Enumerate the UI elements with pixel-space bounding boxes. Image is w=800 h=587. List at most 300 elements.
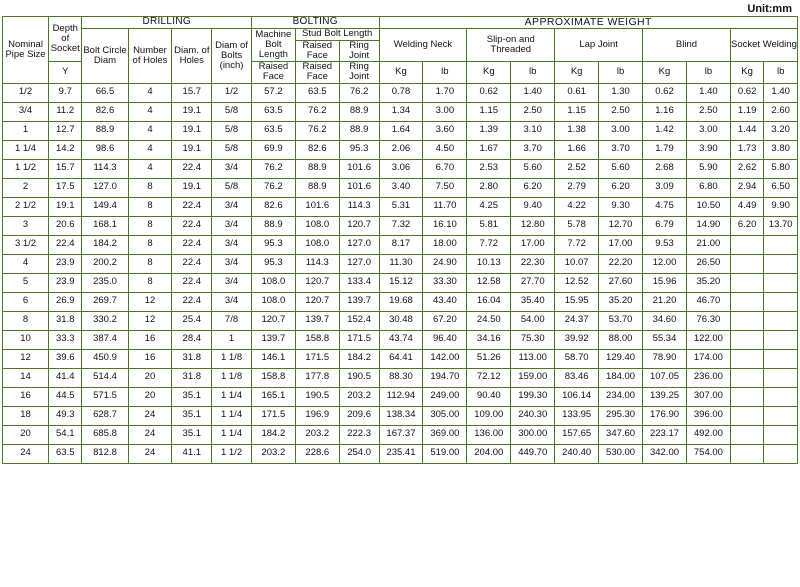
cell-welding-neck-lb: 369.00 xyxy=(423,425,467,444)
cell-welding-neck-kg: 88.30 xyxy=(379,368,423,387)
cell-machine-bolt-length: 108.0 xyxy=(251,292,295,311)
cell-blind-lb: 5.90 xyxy=(686,159,730,178)
cell-welding-neck-kg: 235.41 xyxy=(379,444,423,463)
cell-lap-joint-kg: 10.07 xyxy=(555,254,599,273)
cell-diam-of-holes: 22.4 xyxy=(172,254,212,273)
cell-slip-on-lb: 17.00 xyxy=(511,235,555,254)
unit-lj-lb: lb xyxy=(599,62,643,84)
cell-stud-bolt-ring-joint: 95.3 xyxy=(339,140,379,159)
cell-blind-kg: 6.79 xyxy=(643,216,687,235)
cell-lap-joint-lb: 53.70 xyxy=(599,311,643,330)
cell-stud-bolt-raised-face: 101.6 xyxy=(295,197,339,216)
table-row xyxy=(3,140,798,159)
cell-welding-neck-lb: 43.40 xyxy=(423,292,467,311)
cell-number-of-holes: 4 xyxy=(128,83,172,102)
cell-number-of-holes: 20 xyxy=(128,368,172,387)
cell-lap-joint-lb: 27.60 xyxy=(599,273,643,292)
cell-stud-bolt-ring-joint: 209.6 xyxy=(339,406,379,425)
cell-depth-of-socket: 11.2 xyxy=(49,102,82,121)
cell-slip-on-kg: 10.13 xyxy=(467,254,511,273)
cell-nominal-pipe-size: 12 xyxy=(3,349,49,368)
cell-welding-neck-kg: 112.94 xyxy=(379,387,423,406)
cell-blind-lb: 3.00 xyxy=(686,121,730,140)
cell-machine-bolt-length: 158.8 xyxy=(251,368,295,387)
cell-number-of-holes: 8 xyxy=(128,254,172,273)
cell-welding-neck-kg: 15.12 xyxy=(379,273,423,292)
cell-diam-of-holes: 19.1 xyxy=(172,140,212,159)
cell-number-of-holes: 4 xyxy=(128,159,172,178)
cell-blind-kg: 34.60 xyxy=(643,311,687,330)
cell-diam-of-bolts: 3/4 xyxy=(212,197,252,216)
cell-socket-welding-kg xyxy=(730,368,763,387)
cell-lap-joint-lb: 234.00 xyxy=(599,387,643,406)
cell-lap-joint-kg: 83.46 xyxy=(555,368,599,387)
cell-diam-of-bolts: 5/8 xyxy=(212,178,252,197)
cell-diam-of-holes: 31.8 xyxy=(172,349,212,368)
cell-slip-on-lb: 2.50 xyxy=(511,102,555,121)
cell-slip-on-kg: 4.25 xyxy=(467,197,511,216)
col-nominal-pipe-size: Nominal Pipe Size xyxy=(3,17,49,84)
cell-depth-of-socket: 54.1 xyxy=(49,425,82,444)
cell-socket-welding-kg xyxy=(730,311,763,330)
cell-stud-bolt-raised-face: 158.8 xyxy=(295,330,339,349)
cell-slip-on-kg: 90.40 xyxy=(467,387,511,406)
cell-stud-bolt-ring-joint: 133.4 xyxy=(339,273,379,292)
cell-depth-of-socket: 26.9 xyxy=(49,292,82,311)
cell-lap-joint-lb: 1.30 xyxy=(599,83,643,102)
cell-stud-bolt-raised-face: 196.9 xyxy=(295,406,339,425)
cell-number-of-holes: 16 xyxy=(128,330,172,349)
cell-diam-of-bolts: 1/2 xyxy=(212,83,252,102)
cell-slip-on-lb: 5.60 xyxy=(511,159,555,178)
cell-diam-of-bolts: 5/8 xyxy=(212,102,252,121)
cell-slip-on-kg: 51.26 xyxy=(467,349,511,368)
cell-stud-bolt-ring-joint: 114.3 xyxy=(339,197,379,216)
table-row xyxy=(3,102,798,121)
header-row-subgroups xyxy=(3,29,798,40)
cell-welding-neck-lb: 24.90 xyxy=(423,254,467,273)
cell-blind-lb: 21.00 xyxy=(686,235,730,254)
cell-socket-welding-lb xyxy=(764,425,798,444)
cell-depth-of-socket: 12.7 xyxy=(49,121,82,140)
cell-machine-bolt-length: 63.5 xyxy=(251,102,295,121)
cell-welding-neck-lb: 11.70 xyxy=(423,197,467,216)
cell-blind-kg: 9.53 xyxy=(643,235,687,254)
unit-so-kg: Kg xyxy=(467,62,511,84)
cell-diam-of-holes: 22.4 xyxy=(172,292,212,311)
cell-blind-lb: 122.00 xyxy=(686,330,730,349)
cell-socket-welding-lb xyxy=(764,311,798,330)
cell-nominal-pipe-size: 1/2 xyxy=(3,83,49,102)
cell-diam-of-holes: 22.4 xyxy=(172,216,212,235)
group-bolting: BOLTING xyxy=(251,17,379,29)
cell-stud-bolt-raised-face: 114.3 xyxy=(295,254,339,273)
cell-bolt-circle-diam: 98.6 xyxy=(82,140,128,159)
cell-slip-on-lb: 6.20 xyxy=(511,178,555,197)
cell-lap-joint-kg: 15.95 xyxy=(555,292,599,311)
cell-slip-on-kg: 34.16 xyxy=(467,330,511,349)
cell-blind-lb: 236.00 xyxy=(686,368,730,387)
cell-diam-of-bolts: 1 1/4 xyxy=(212,406,252,425)
cell-lap-joint-lb: 12.70 xyxy=(599,216,643,235)
cell-machine-bolt-length: 82.6 xyxy=(251,197,295,216)
cell-stud-bolt-raised-face: 120.7 xyxy=(295,292,339,311)
cell-bolt-circle-diam: 88.9 xyxy=(82,121,128,140)
cell-blind-kg: 1.79 xyxy=(643,140,687,159)
cell-number-of-holes: 24 xyxy=(128,406,172,425)
cell-socket-welding-kg: 4.49 xyxy=(730,197,763,216)
cell-slip-on-kg: 109.00 xyxy=(467,406,511,425)
table-row xyxy=(3,197,798,216)
cell-number-of-holes: 4 xyxy=(128,102,172,121)
cell-stud-bolt-raised-face: 228.6 xyxy=(295,444,339,463)
cell-stud-bolt-ring-joint: 101.6 xyxy=(339,178,379,197)
cell-depth-of-socket: 63.5 xyxy=(49,444,82,463)
cell-socket-welding-kg: 1.44 xyxy=(730,121,763,140)
cell-lap-joint-kg: 58.70 xyxy=(555,349,599,368)
cell-socket-welding-kg xyxy=(730,406,763,425)
cell-stud-bolt-raised-face: 88.9 xyxy=(295,178,339,197)
cell-diam-of-holes: 19.1 xyxy=(172,178,212,197)
cell-depth-of-socket: 19.1 xyxy=(49,197,82,216)
cell-depth-of-socket: 41.4 xyxy=(49,368,82,387)
cell-stud-bolt-raised-face: 190.5 xyxy=(295,387,339,406)
cell-lap-joint-kg: 240.40 xyxy=(555,444,599,463)
cell-diam-of-holes: 31.8 xyxy=(172,368,212,387)
cell-nominal-pipe-size: 14 xyxy=(3,368,49,387)
cell-welding-neck-kg: 1.34 xyxy=(379,102,423,121)
table-row xyxy=(3,292,798,311)
cell-stud-bolt-ring-joint: 171.5 xyxy=(339,330,379,349)
unit-bl-kg: Kg xyxy=(643,62,687,84)
table-row xyxy=(3,273,798,292)
cell-blind-lb: 307.00 xyxy=(686,387,730,406)
cell-blind-lb: 35.20 xyxy=(686,273,730,292)
cell-lap-joint-lb: 17.00 xyxy=(599,235,643,254)
cell-machine-bolt-length: 95.3 xyxy=(251,235,295,254)
cell-nominal-pipe-size: 3 xyxy=(3,216,49,235)
cell-blind-lb: 754.00 xyxy=(686,444,730,463)
cell-lap-joint-lb: 35.20 xyxy=(599,292,643,311)
cell-welding-neck-kg: 167.37 xyxy=(379,425,423,444)
col-diam-of-bolts: Diam of Bolts (inch) xyxy=(212,29,252,83)
cell-lap-joint-kg: 24.37 xyxy=(555,311,599,330)
cell-socket-welding-lb: 5.80 xyxy=(764,159,798,178)
cell-lap-joint-kg: 2.52 xyxy=(555,159,599,178)
cell-socket-welding-lb: 3.80 xyxy=(764,140,798,159)
cell-blind-kg: 21.20 xyxy=(643,292,687,311)
col-ring-joint: Ring Joint xyxy=(339,40,379,62)
cell-diam-of-bolts: 3/4 xyxy=(212,216,252,235)
cell-depth-of-socket: 33.3 xyxy=(49,330,82,349)
cell-socket-welding-lb: 9.90 xyxy=(764,197,798,216)
unit-stud-ring-joint: Ring Joint xyxy=(339,62,379,84)
unit-machine-bolt: Raised Face xyxy=(251,62,295,84)
cell-lap-joint-kg: 157.65 xyxy=(555,425,599,444)
table-row xyxy=(3,311,798,330)
cell-stud-bolt-ring-joint: 88.9 xyxy=(339,121,379,140)
cell-blind-kg: 12.00 xyxy=(643,254,687,273)
cell-bolt-circle-diam: 685.8 xyxy=(82,425,128,444)
cell-slip-on-kg: 16.04 xyxy=(467,292,511,311)
cell-blind-kg: 15.96 xyxy=(643,273,687,292)
cell-lap-joint-kg: 0.61 xyxy=(555,83,599,102)
cell-lap-joint-lb: 88.00 xyxy=(599,330,643,349)
cell-lap-joint-lb: 5.60 xyxy=(599,159,643,178)
cell-slip-on-lb: 75.30 xyxy=(511,330,555,349)
cell-diam-of-holes: 35.1 xyxy=(172,425,212,444)
table-row xyxy=(3,330,798,349)
cell-welding-neck-kg: 19.68 xyxy=(379,292,423,311)
cell-nominal-pipe-size: 1 1/2 xyxy=(3,159,49,178)
cell-slip-on-lb: 9.40 xyxy=(511,197,555,216)
cell-lap-joint-kg: 1.66 xyxy=(555,140,599,159)
cell-socket-welding-kg xyxy=(730,235,763,254)
cell-machine-bolt-length: 165.1 xyxy=(251,387,295,406)
cell-slip-on-lb: 12.80 xyxy=(511,216,555,235)
cell-blind-lb: 174.00 xyxy=(686,349,730,368)
cell-slip-on-lb: 113.00 xyxy=(511,349,555,368)
cell-lap-joint-lb: 129.40 xyxy=(599,349,643,368)
unit-sw-lb: lb xyxy=(764,62,798,84)
cell-stud-bolt-ring-joint: 101.6 xyxy=(339,159,379,178)
cell-slip-on-lb: 27.70 xyxy=(511,273,555,292)
cell-stud-bolt-ring-joint: 88.9 xyxy=(339,102,379,121)
cell-diam-of-holes: 28.4 xyxy=(172,330,212,349)
cell-bolt-circle-diam: 114.3 xyxy=(82,159,128,178)
table-row xyxy=(3,368,798,387)
cell-lap-joint-lb: 530.00 xyxy=(599,444,643,463)
cell-number-of-holes: 8 xyxy=(128,178,172,197)
cell-lap-joint-kg: 4.22 xyxy=(555,197,599,216)
unit-lj-kg: Kg xyxy=(555,62,599,84)
cell-blind-lb: 3.90 xyxy=(686,140,730,159)
cell-stud-bolt-ring-joint: 254.0 xyxy=(339,444,379,463)
cell-welding-neck-lb: 4.50 xyxy=(423,140,467,159)
cell-diam-of-bolts: 5/8 xyxy=(212,140,252,159)
cell-stud-bolt-ring-joint: 76.2 xyxy=(339,83,379,102)
table-row xyxy=(3,349,798,368)
cell-bolt-circle-diam: 200.2 xyxy=(82,254,128,273)
cell-blind-lb: 26.50 xyxy=(686,254,730,273)
unit-stud-raised-face: Raised Face xyxy=(295,62,339,84)
cell-slip-on-kg: 1.39 xyxy=(467,121,511,140)
table-body xyxy=(3,83,798,463)
cell-bolt-circle-diam: 127.0 xyxy=(82,178,128,197)
cell-diam-of-holes: 22.4 xyxy=(172,273,212,292)
cell-diam-of-holes: 15.7 xyxy=(172,83,212,102)
cell-slip-on-kg: 2.53 xyxy=(467,159,511,178)
cell-stud-bolt-raised-face: 82.6 xyxy=(295,140,339,159)
cell-welding-neck-lb: 16.10 xyxy=(423,216,467,235)
cell-socket-welding-kg xyxy=(730,330,763,349)
cell-stud-bolt-ring-joint: 203.2 xyxy=(339,387,379,406)
cell-diam-of-bolts: 3/4 xyxy=(212,273,252,292)
cell-machine-bolt-length: 184.2 xyxy=(251,425,295,444)
cell-slip-on-kg: 72.12 xyxy=(467,368,511,387)
table-row xyxy=(3,425,798,444)
cell-nominal-pipe-size: 1 xyxy=(3,121,49,140)
cell-nominal-pipe-size: 2 xyxy=(3,178,49,197)
col-diam-of-holes: Diam. of Holes xyxy=(172,29,212,83)
cell-welding-neck-kg: 3.40 xyxy=(379,178,423,197)
table-row xyxy=(3,254,798,273)
unit-wn-kg: Kg xyxy=(379,62,423,84)
col-number-of-holes: Number of Holes xyxy=(128,29,172,83)
cell-stud-bolt-raised-face: 76.2 xyxy=(295,121,339,140)
cell-lap-joint-kg: 7.72 xyxy=(555,235,599,254)
cell-slip-on-kg: 1.67 xyxy=(467,140,511,159)
cell-slip-on-lb: 449.70 xyxy=(511,444,555,463)
cell-blind-kg: 223.17 xyxy=(643,425,687,444)
cell-lap-joint-kg: 106.14 xyxy=(555,387,599,406)
cell-diam-of-bolts: 5/8 xyxy=(212,121,252,140)
col-stud-bolt-length: Stud Bolt Length xyxy=(295,29,379,40)
cell-socket-welding-kg xyxy=(730,349,763,368)
unit-bl-lb: lb xyxy=(686,62,730,84)
cell-nominal-pipe-size: 8 xyxy=(3,311,49,330)
unit-so-lb: lb xyxy=(511,62,555,84)
cell-slip-on-kg: 12.58 xyxy=(467,273,511,292)
cell-depth-of-socket: 23.9 xyxy=(49,254,82,273)
cell-slip-on-kg: 1.15 xyxy=(467,102,511,121)
cell-depth-of-socket: 31.8 xyxy=(49,311,82,330)
table-row xyxy=(3,83,798,102)
cell-depth-of-socket: 39.6 xyxy=(49,349,82,368)
col-raised-face-machine: Raised Face xyxy=(295,40,339,62)
table-row xyxy=(3,387,798,406)
weight-type-welding-neck: Welding Neck xyxy=(379,29,467,62)
cell-socket-welding-kg xyxy=(730,444,763,463)
cell-slip-on-kg: 0.62 xyxy=(467,83,511,102)
cell-diam-of-holes: 22.4 xyxy=(172,235,212,254)
cell-blind-kg: 107.05 xyxy=(643,368,687,387)
cell-welding-neck-lb: 249.00 xyxy=(423,387,467,406)
cell-slip-on-kg: 204.00 xyxy=(467,444,511,463)
cell-stud-bolt-ring-joint: 190.5 xyxy=(339,368,379,387)
cell-depth-of-socket: 15.7 xyxy=(49,159,82,178)
cell-nominal-pipe-size: 2 1/2 xyxy=(3,197,49,216)
cell-stud-bolt-ring-joint: 127.0 xyxy=(339,254,379,273)
cell-diam-of-holes: 19.1 xyxy=(172,102,212,121)
table-row xyxy=(3,406,798,425)
cell-machine-bolt-length: 88.9 xyxy=(251,216,295,235)
cell-blind-kg: 0.62 xyxy=(643,83,687,102)
col-depth-of-socket: Depth of Socket xyxy=(49,17,82,62)
cell-blind-kg: 176.90 xyxy=(643,406,687,425)
cell-machine-bolt-length: 63.5 xyxy=(251,121,295,140)
cell-socket-welding-kg: 1.19 xyxy=(730,102,763,121)
col-machine-bolt-length: Machine Bolt Length xyxy=(251,29,295,62)
cell-depth-of-socket: 44.5 xyxy=(49,387,82,406)
cell-depth-of-socket: 49.3 xyxy=(49,406,82,425)
cell-number-of-holes: 16 xyxy=(128,349,172,368)
cell-diam-of-bolts: 1 1/8 xyxy=(212,349,252,368)
cell-socket-welding-lb xyxy=(764,235,798,254)
cell-slip-on-kg: 7.72 xyxy=(467,235,511,254)
cell-machine-bolt-length: 95.3 xyxy=(251,254,295,273)
table-row xyxy=(3,444,798,463)
cell-depth-of-socket: 20.6 xyxy=(49,216,82,235)
cell-stud-bolt-ring-joint: 152.4 xyxy=(339,311,379,330)
cell-stud-bolt-ring-joint: 222.3 xyxy=(339,425,379,444)
cell-diam-of-holes: 35.1 xyxy=(172,387,212,406)
cell-socket-welding-kg xyxy=(730,273,763,292)
cell-welding-neck-lb: 33.30 xyxy=(423,273,467,292)
cell-depth-of-socket: 14.2 xyxy=(49,140,82,159)
cell-bolt-circle-diam: 269.7 xyxy=(82,292,128,311)
cell-bolt-circle-diam: 66.5 xyxy=(82,83,128,102)
cell-lap-joint-kg: 133.95 xyxy=(555,406,599,425)
cell-socket-welding-lb xyxy=(764,406,798,425)
cell-lap-joint-kg: 12.52 xyxy=(555,273,599,292)
cell-blind-lb: 6.80 xyxy=(686,178,730,197)
cell-slip-on-kg: 24.50 xyxy=(467,311,511,330)
cell-diam-of-bolts: 3/4 xyxy=(212,235,252,254)
cell-diam-of-bolts: 3/4 xyxy=(212,159,252,178)
cell-welding-neck-lb: 96.40 xyxy=(423,330,467,349)
col-bolt-circle-diam: Bolt Circle Diam xyxy=(82,29,128,83)
cell-socket-welding-kg: 0.62 xyxy=(730,83,763,102)
weight-type-blind: Blind xyxy=(643,29,731,62)
cell-lap-joint-lb: 184.00 xyxy=(599,368,643,387)
cell-welding-neck-kg: 0.78 xyxy=(379,83,423,102)
cell-welding-neck-kg: 7.32 xyxy=(379,216,423,235)
cell-bolt-circle-diam: 168.1 xyxy=(82,216,128,235)
table-row xyxy=(3,178,798,197)
cell-welding-neck-lb: 1.70 xyxy=(423,83,467,102)
cell-stud-bolt-raised-face: 88.9 xyxy=(295,159,339,178)
cell-blind-lb: 1.40 xyxy=(686,83,730,102)
cell-welding-neck-kg: 2.06 xyxy=(379,140,423,159)
cell-diam-of-holes: 22.4 xyxy=(172,197,212,216)
cell-slip-on-lb: 159.00 xyxy=(511,368,555,387)
cell-lap-joint-lb: 295.30 xyxy=(599,406,643,425)
cell-slip-on-lb: 3.70 xyxy=(511,140,555,159)
cell-socket-welding-lb: 6.50 xyxy=(764,178,798,197)
cell-lap-joint-lb: 3.00 xyxy=(599,121,643,140)
cell-blind-kg: 1.16 xyxy=(643,102,687,121)
unit-sw-kg: Kg xyxy=(730,62,763,84)
cell-number-of-holes: 8 xyxy=(128,235,172,254)
cell-number-of-holes: 8 xyxy=(128,216,172,235)
cell-socket-welding-lb: 3.20 xyxy=(764,121,798,140)
cell-nominal-pipe-size: 20 xyxy=(3,425,49,444)
cell-socket-welding-kg xyxy=(730,292,763,311)
cell-stud-bolt-raised-face: 63.5 xyxy=(295,83,339,102)
cell-slip-on-lb: 240.30 xyxy=(511,406,555,425)
cell-diam-of-holes: 41.1 xyxy=(172,444,212,463)
cell-slip-on-lb: 22.30 xyxy=(511,254,555,273)
cell-nominal-pipe-size: 16 xyxy=(3,387,49,406)
cell-number-of-holes: 12 xyxy=(128,292,172,311)
cell-nominal-pipe-size: 4 xyxy=(3,254,49,273)
cell-socket-welding-lb: 2.60 xyxy=(764,102,798,121)
cell-blind-kg: 55.34 xyxy=(643,330,687,349)
cell-depth-of-socket: 9.7 xyxy=(49,83,82,102)
cell-welding-neck-kg: 43.74 xyxy=(379,330,423,349)
cell-lap-joint-kg: 1.38 xyxy=(555,121,599,140)
cell-stud-bolt-raised-face: 177.8 xyxy=(295,368,339,387)
cell-socket-welding-lb xyxy=(764,444,798,463)
cell-bolt-circle-diam: 571.5 xyxy=(82,387,128,406)
cell-lap-joint-lb: 3.70 xyxy=(599,140,643,159)
cell-welding-neck-lb: 194.70 xyxy=(423,368,467,387)
cell-blind-lb: 2.50 xyxy=(686,102,730,121)
table-row xyxy=(3,216,798,235)
cell-nominal-pipe-size: 3/4 xyxy=(3,102,49,121)
cell-slip-on-lb: 300.00 xyxy=(511,425,555,444)
